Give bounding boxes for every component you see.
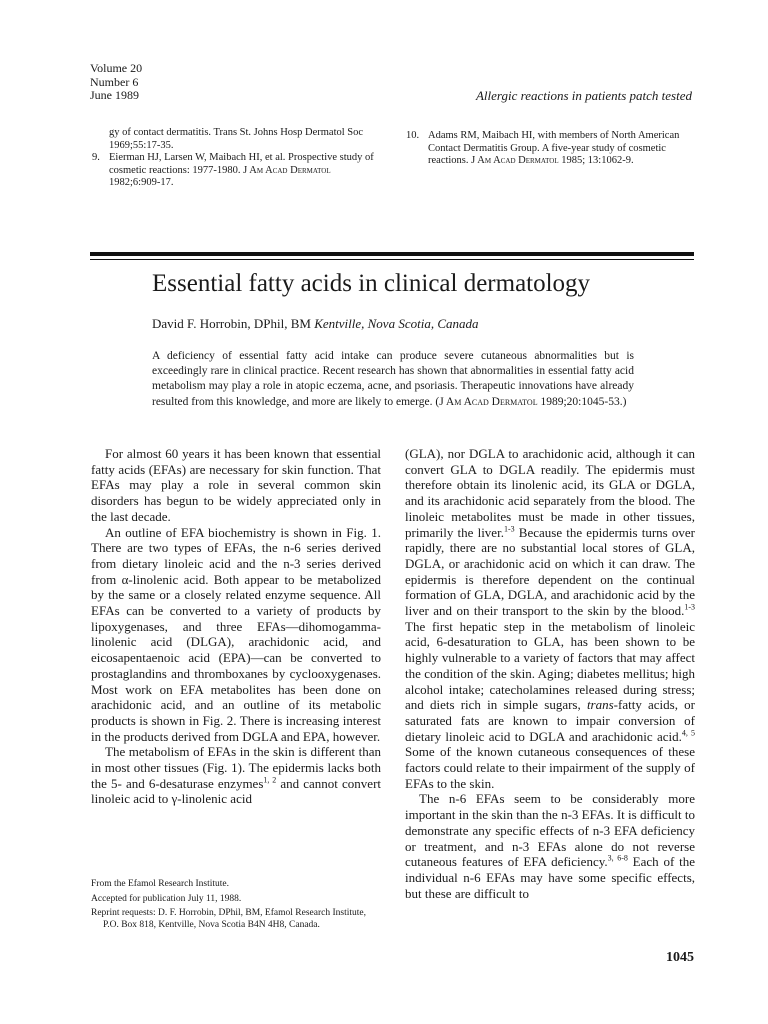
- footnote-source: From the Efamol Research Institute.: [91, 879, 229, 889]
- footnotes: [91, 879, 381, 934]
- references-right-column: [406, 130, 696, 168]
- citation: 3, 6-8: [607, 853, 628, 863]
- abstract-journal: J Am Acad Dermatol: [439, 395, 538, 408]
- author-line: [152, 316, 479, 332]
- footnote-accepted: Accepted for publication July 11, 1988.: [91, 893, 242, 904]
- citation: 1-3: [503, 524, 515, 534]
- body-paragraph: For almost 60 years it has been known that essential fatty acids (EFAs) are necessary for skin function. That EFAs may play a role in several common skin disorders has begun to be widely appreciated only in the last decade.: [91, 446, 381, 524]
- citation: 1-3: [684, 602, 695, 612]
- article-title: Essential fatty acids in clinical dermatology: [152, 270, 591, 297]
- reference-number: 10.: [406, 130, 420, 141]
- running-head: Allergic reactions in patients patch tested: [475, 88, 692, 103]
- journal-name: J Am Acad Dermatol: [471, 155, 559, 166]
- body-left-column: [91, 446, 381, 807]
- reference-number: 9.: [92, 152, 100, 163]
- issue-date: June 1989: [90, 88, 139, 102]
- journal-issue-info: [90, 62, 142, 103]
- citation: 1, 2: [263, 775, 277, 785]
- citation: 4, 5: [681, 728, 695, 738]
- body-right-column: [405, 446, 695, 901]
- journal-name: J Am Acad Dermatol: [243, 164, 331, 176]
- section-divider-thin: [90, 259, 694, 260]
- issue-number: Number 6: [90, 74, 139, 89]
- footnote-reprint: Reprint requests: D. F. Horrobin, DPhil, BM, Efamol Research Institute, P.O. Box 818, Kentville, Nova Scotia B4N 4H8, Canada.: [91, 908, 366, 930]
- author-affiliation: Kentville, Nova Scotia, Canada: [314, 316, 479, 331]
- references-left-column: [92, 127, 382, 190]
- reference-10: 10. Adams RM, Maibach HI, with members of North American Contact Dermatitis Group. A five-year study of cosmetic reactions. J Am Acad Dermatol 1985; 13:1062-9.: [406, 130, 680, 166]
- reference-8-continued: gy of contact dermatitis. Trans St. Johns Hosp Dermatol Soc 1969;55:17-35.: [109, 127, 364, 151]
- body-paragraph: The n-6 EFAs seem to be considerably more important in the skin than the n-3 EFAs. It is difficult to demonstrate any specific effects of n-3 EFA deficiency or treatment, and n-3 EFAs alone do not reverse cutaneous features of EFA deficiency.$^{3, 6-8}$ Each of the individual n-6 EFAs may have some specific effects, but these are difficult to: [405, 791, 695, 901]
- reference-9: 9. Eierman HJ, Larsen W, Maibach HI, et al. Prospective study of cosmetic reactions: 1977-1980. J Am Acad Dermatol 1982;6:909-17.: [92, 152, 374, 188]
- volume: Volume 20: [90, 61, 143, 75]
- abstract: A deficiency of essential fatty acid intake can produce severe cutaneous abnormalities but is exceedingly rare in clinical practice. Recent research has shown that abnormalities in essential fatty acid metabolism may play a role in atopic eczema, acne, and psoriasis. Therapeutic innovations have already resulted from this knowledge, and more are likely to emerge. (J Am Acad Dermatol 1989;20:1045-53.): [152, 350, 634, 408]
- page-number: 1045: [666, 950, 694, 965]
- body-paragraph: (GLA), nor DGLA to arachidonic acid, although it can convert GLA to DGLA readily. The epidermis must therefore obtain its linolenic acid, its GLA or DGLA, and its arachidonic acid separately from the blood. The linoleic metabolites must be made in other tissues, primarily the liver.$^{1-3}$ Because the epidermis turns over rapidly, there are no substantial local stores of GLA, DGLA, or arachidonic acid on which it can draw. The epidermis is therefore dependent on the continual formation of GLA, DGLA, and arachidonic acid by the liver and on their transport to the skin by the blood.$^{1-3}$ The first hepatic step in the metabolism of linoleic acid, 6-desaturation to GLA, has been shown to be highly vulnerable to a variety of factors that may affect the condition of the skin. Aging; diabetes mellitus; high alcohol intake; catecholamines released during stress; and diets rich in simple sugars, trans-fatty acids, or saturated fats are known to impair conversion of dietary linoleic acid to DGLA and arachidonic acid.$^{4, 5}$ Some of the known cutaneous consequences of these factors could relate to their impairment of the supply of EFAs to the skin.: [405, 446, 695, 791]
- section-divider-thick: [90, 252, 694, 256]
- author-name: David F. Horrobin, DPhil, BM: [152, 316, 311, 331]
- body-paragraph: An outline of EFA biochemistry is shown in Fig. 1. There are two types of EFAs, the n-6 series derived from dietary linoleic acid and the n-3 series derived from α-linolenic acid. Both appear to be metabolized by the same or a closely related enzyme sequence. All EFAs can be converted to a variety of products by lipoxygenases, and three EFAs—dihomogamma-linolenic acid (DLGA), arachidonic acid, and eicosapentaenoic acid (EPA)—can be converted to prostaglandins and thromboxanes by cyclooxygenases. Most work on EFA metabolites has been done on arachidonic acid, and an outline of its metabolic products is shown in Fig. 2. There is increasing interest in the products derived from DGLA and EPA, however.: [91, 524, 381, 744]
- body-paragraph: The metabolism of EFAs in the skin is different than in most other tissues (Fig. 1). The epidermis lacks both the 5- and 6-desaturase enzymes$^{1, 2}$ and cannot convert linoleic acid to γ-linolenic acid: [91, 744, 382, 807]
